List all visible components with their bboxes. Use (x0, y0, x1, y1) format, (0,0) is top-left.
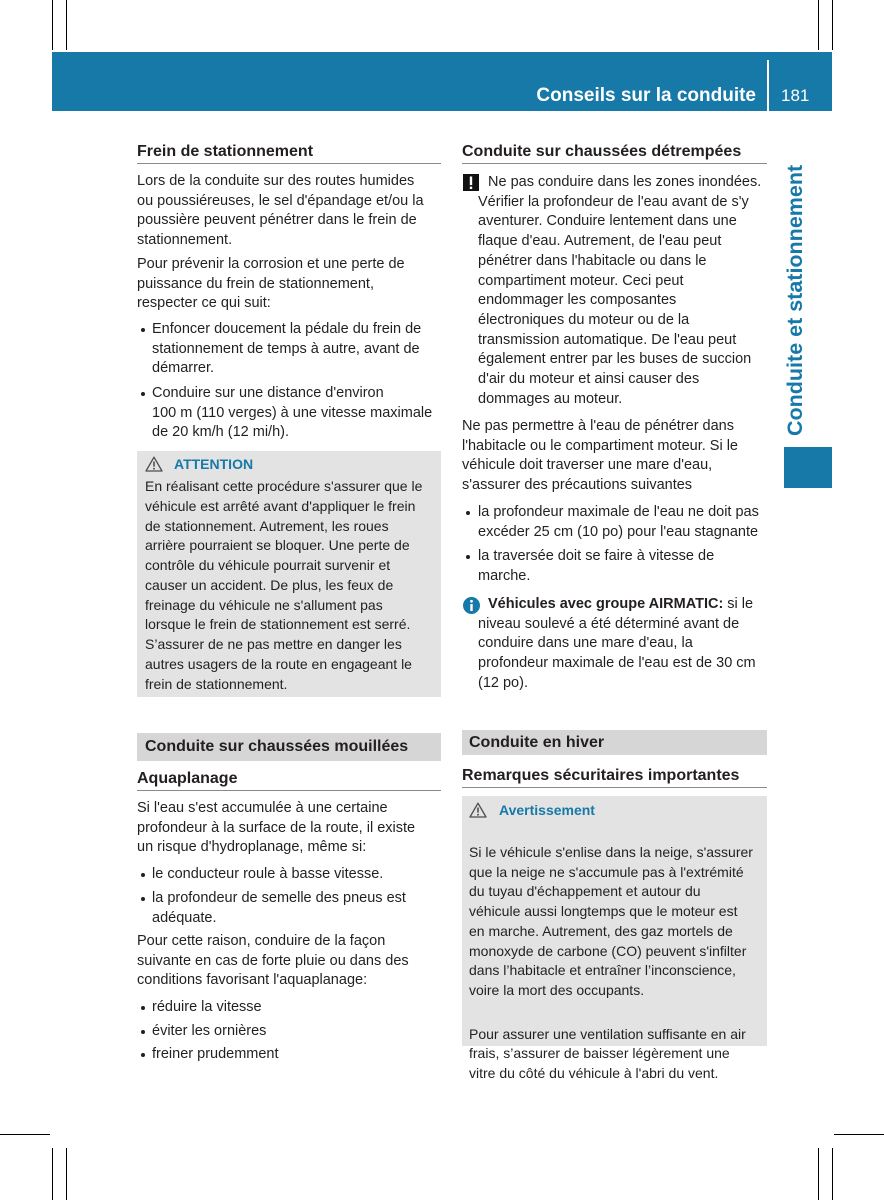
chapter-marker-block (784, 447, 832, 488)
bullet-dot (141, 328, 145, 332)
paragraph: Lors de la conduite sur des routes humides ou poussiéreuses, le sel d'épandage et/ou la poussière peuvent pénétrer dans le frein de stationnement. (137, 173, 424, 249)
paragraph: Pour prévenir la corrosion et une perte de puissance du frein de stationnement, respecter ce qui suit: (137, 256, 405, 312)
section-heading-safety-notes: Remarques sécuritaires importantes (462, 766, 767, 788)
list-item (137, 320, 441, 379)
crop-mark (832, 1148, 833, 1200)
list-item (137, 865, 441, 885)
exclamation-box-icon (463, 174, 479, 191)
crop-mark (66, 0, 67, 50)
section-bar-title: Conduite sur chaussées mouillées (145, 738, 409, 755)
bullet-dot (141, 1006, 145, 1010)
list-item-text: la profondeur maximale de l'eau ne doit pas excéder 25 cm (10 po) pour l'eau stagnante (478, 504, 759, 540)
list-item (462, 547, 767, 586)
bullet-dot (141, 392, 145, 396)
list-item-text: éviter les ornières (152, 1023, 267, 1039)
left-column (137, 0, 441, 1200)
list-item (137, 998, 441, 1018)
paragraph: Pour cette raison, conduire de la façon suivante en cas de forte pluie ou dans des conditions favorisant l'aquaplanage: (137, 933, 409, 989)
warning-triangle-icon (469, 802, 487, 818)
list-item-text: Conduire sur une distance d'environ 100 m (110 verges) à une vitesse maximale de 20 km/h (12 mi/h). (152, 385, 433, 441)
list-item (137, 384, 441, 443)
right-column (462, 0, 767, 1200)
bullet-dot (466, 555, 470, 559)
bullet-dot (141, 1053, 145, 1057)
list-item (137, 889, 441, 928)
list-item (137, 1022, 441, 1042)
section-heading-flooded-roads: Conduite sur chaussées détrempées (462, 142, 767, 164)
list-item (137, 1045, 441, 1065)
warning-label: Avertissement (499, 802, 595, 818)
info-icon (463, 597, 480, 614)
list-item-text: réduire la vitesse (152, 999, 262, 1015)
paragraph: Ne pas permettre à l'eau de pénétrer dans l'habitacle ou le compartiment moteur. Si le véhicule doit traverser une mare d'eau, s'assurer des précautions suivantes (462, 418, 738, 494)
info-note (462, 595, 767, 694)
crop-mark (52, 1148, 53, 1200)
crop-mark (0, 1134, 50, 1135)
list-item (462, 503, 767, 542)
chapter-side-tab: Conduite et stationnement (783, 164, 807, 436)
info-note-text: si le niveau soulevé a été déterminé avant de conduire dans une mare d'eau, la profondeur maximale de l'eau est de 30 cm (12 po). (478, 596, 756, 691)
bullet-dot (466, 511, 470, 515)
crop-mark (66, 1148, 67, 1200)
page-number: 181 (781, 86, 810, 105)
warning-triangle-icon (145, 456, 163, 472)
notice-text: Ne pas conduire dans les zones inondées. Vérifier la profondeur de l'eau avant de s'y aventurer. Conduire lentement dans une flaque d'eau. Autrement, de l'eau peut pénétrer dans l'habitacle ou dans le compartiment moteur. Ceci peut endommager les composantes électroniques du moteur ou de la transmission automatique. De l'eau peut également entrer par les buses de succion d'air du moteur et ainsi causer des dommages au moteur. (478, 174, 762, 407)
section-title: Conseils sur la conduite (536, 85, 756, 106)
bullet-dot (141, 897, 145, 901)
section-bar-wet-roads (137, 733, 441, 761)
bullet-dot (141, 1030, 145, 1034)
crop-mark (818, 0, 819, 50)
warning-box (137, 451, 441, 697)
warning-label: ATTENTION (174, 456, 254, 472)
notice-block (462, 173, 767, 409)
section-heading-parking-brake: Frein de stationnement (137, 142, 441, 164)
section-heading-aquaplaning: Aquaplanage (137, 769, 441, 791)
list-item-text: freiner prudemment (152, 1046, 279, 1062)
list-item-text: Enfoncer doucement la pédale du frein de stationnement de temps à autre, avant de démarrer. (152, 321, 422, 377)
bullet-dot (141, 873, 145, 877)
list-item-text: le conducteur roule à basse vitesse. (152, 866, 384, 882)
list-item-text: la profondeur de semelle des pneus est adéquate. (152, 890, 406, 926)
section-bar-winter (462, 730, 767, 755)
warning-paragraph: Si le véhicule s'enlise dans la neige, s'assurer que la neige ne s'accumule pas à l'extrémité du tuyau d'échappement et autour du véhicule aussi longtemps que le moteur est en marche. Autrement, des gaz mortels de monoxyde de carbone (CO) peuvent s'infilter dans l’habitacle et entraîner l’inconscience, voire la mort des occupants. (469, 843, 753, 998)
list-item-text: la traversée doit se faire à vitesse de marche. (478, 548, 715, 584)
warning-text: En réalisant cette procédure s'assurer que le véhicule est arrêté avant d'appliquer le frein de stationnement. Autrement, les roues arrière pourraient se bloquer. Une perte de contrôle du véhicule pourrait survenir et causer un accident. De plus, les feux de freinage du véhicule ne s'allument pas lorsque le frein de stationnement est serré. S’assurer de ne pas mettre en danger les autres usagers de la route en engageant le frein de stationnement. (145, 478, 423, 692)
header-divider (767, 60, 769, 111)
warning-paragraph: Pour assurer une ventilation suffisante en air frais, s’assurer de baisser légèrement une vitre du côté du véhicule à l'abri du vent. (469, 1025, 746, 1081)
crop-mark (834, 1134, 884, 1135)
paragraph: Si l'eau s'est accumulée à une certaine profondeur à la surface de la route, il existe un risque d'hydroplanage, même si: (137, 800, 416, 856)
info-note-lead: Véhicules avec groupe AIRMATIC: (488, 596, 724, 612)
crop-mark (832, 0, 833, 50)
section-bar-title: Conduite en hiver (469, 734, 605, 751)
warning-text (469, 823, 753, 1104)
crop-mark (818, 1148, 819, 1200)
warning-box (462, 796, 767, 1081)
crop-mark (52, 0, 53, 50)
